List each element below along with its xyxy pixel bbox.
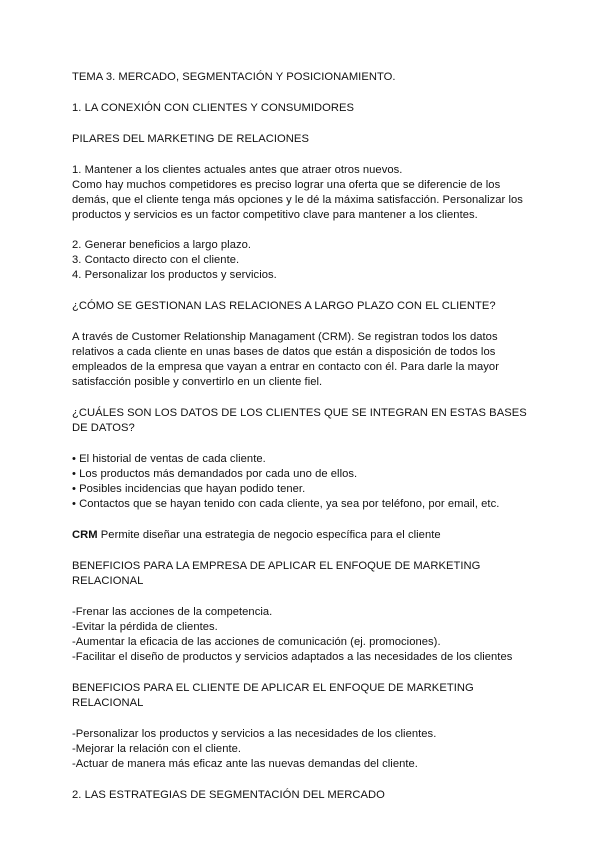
question-line: ¿CUÁLES SON LOS DATOS DE LOS CLIENTES QUE SE INTEGRAN EN ESTAS BASES bbox=[72, 407, 527, 419]
crm-line: satisfacción posible y convertirlo en un cliente fiel. bbox=[72, 376, 323, 388]
datos-list bbox=[72, 452, 540, 512]
list-item: -Evitar la pérdida de clientes. bbox=[72, 621, 218, 633]
crm-paragraph bbox=[72, 330, 540, 390]
beneficios-cliente-list bbox=[72, 727, 540, 772]
document-title: TEMA 3. MERCADO, SEGMENTACIÓN Y POSICIONAMIENTO. bbox=[72, 71, 396, 83]
crm-line: relativos a cada cliente en unas bases de datos que están a disposición de todos los bbox=[72, 346, 496, 358]
list-item: 4. Personalizar los productos y servicios. bbox=[72, 269, 277, 281]
beneficios-cliente-heading bbox=[72, 681, 540, 711]
list-item: -Frenar las acciones de la competencia. bbox=[72, 606, 273, 618]
question-heading-gestionan: ¿CÓMO SE GESTIONAN LAS RELACIONES A LARGO PLAZO CON EL CLIENTE? bbox=[72, 300, 496, 312]
crm-line: A través de Customer Relationship Managament (CRM). Se registran todos los datos bbox=[72, 331, 498, 343]
section-heading-2: 2. LAS ESTRATEGIAS DE SEGMENTACIÓN DEL MERCADO bbox=[72, 789, 385, 801]
list-item: -Facilitar el diseño de productos y servicios adaptados a las necesidades de los clientes bbox=[72, 651, 513, 663]
pilar-1-line: 1. Mantener a los clientes actuales antes que atraer otros nuevos. bbox=[72, 164, 403, 176]
list-item: • Posibles incidencias que hayan podido tener. bbox=[72, 483, 306, 495]
beneficios-empresa-list bbox=[72, 605, 540, 665]
list-item: • Contactos que se hayan tenido con cada cliente, ya sea por teléfono, por email, etc. bbox=[72, 498, 500, 510]
list-item: -Mejorar la relación con el cliente. bbox=[72, 743, 242, 755]
pilar-1-paragraph bbox=[72, 163, 540, 223]
crm-statement-text: Permite diseñar una estrategia de negocio específica para el cliente bbox=[97, 529, 441, 541]
pilar-1-line: productos y servicios es un factor competitivo clave para mantener a los clientes. bbox=[72, 209, 478, 221]
pilares-list bbox=[72, 238, 540, 283]
beneficios-empresa-heading bbox=[72, 559, 540, 589]
list-item: -Actuar de manera más eficaz ante las nuevas demandas del cliente. bbox=[72, 758, 418, 770]
list-item: • El historial de ventas de cada cliente. bbox=[72, 453, 266, 465]
heading-line: RELACIONAL bbox=[72, 575, 144, 587]
pilar-1-line: Como hay muchos competidores es preciso lograr una oferta que se diferencie de los bbox=[72, 179, 501, 191]
section-heading-1: 1. LA CONEXIÓN CON CLIENTES Y CONSUMIDORES bbox=[72, 102, 355, 114]
crm-statement bbox=[72, 528, 540, 543]
list-item: -Aumentar la eficacia de las acciones de comunicación (ej. promociones). bbox=[72, 636, 441, 648]
crm-bold-label: CRM bbox=[72, 529, 98, 541]
heading-line: BENEFICIOS PARA EL CLIENTE DE APLICAR EL ENFOQUE DE MARKETING bbox=[72, 682, 474, 694]
list-item: • Los productos más demandados por cada uno de ellos. bbox=[72, 468, 358, 480]
question-heading-datos bbox=[72, 406, 540, 436]
question-line: DE DATOS? bbox=[72, 422, 135, 434]
heading-line: RELACIONAL bbox=[72, 697, 144, 709]
crm-line: empleados de la empresa que vayan a entrar en contacto con él. Para darle la mayor bbox=[72, 361, 499, 373]
list-item: 2. Generar beneficios a largo plazo. bbox=[72, 239, 252, 251]
heading-line: BENEFICIOS PARA LA EMPRESA DE APLICAR EL ENFOQUE DE MARKETING bbox=[72, 560, 481, 572]
pilar-1-line: demás, que el cliente tenga más opciones y le dé la máxima satisfacción. Personalizar los bbox=[72, 194, 523, 206]
list-item: -Personalizar los productos y servicios a las necesidades de los clientes. bbox=[72, 728, 437, 740]
pilares-heading: PILARES DEL MARKETING DE RELACIONES bbox=[72, 133, 309, 145]
list-item: 3. Contacto directo con el cliente. bbox=[72, 254, 240, 266]
